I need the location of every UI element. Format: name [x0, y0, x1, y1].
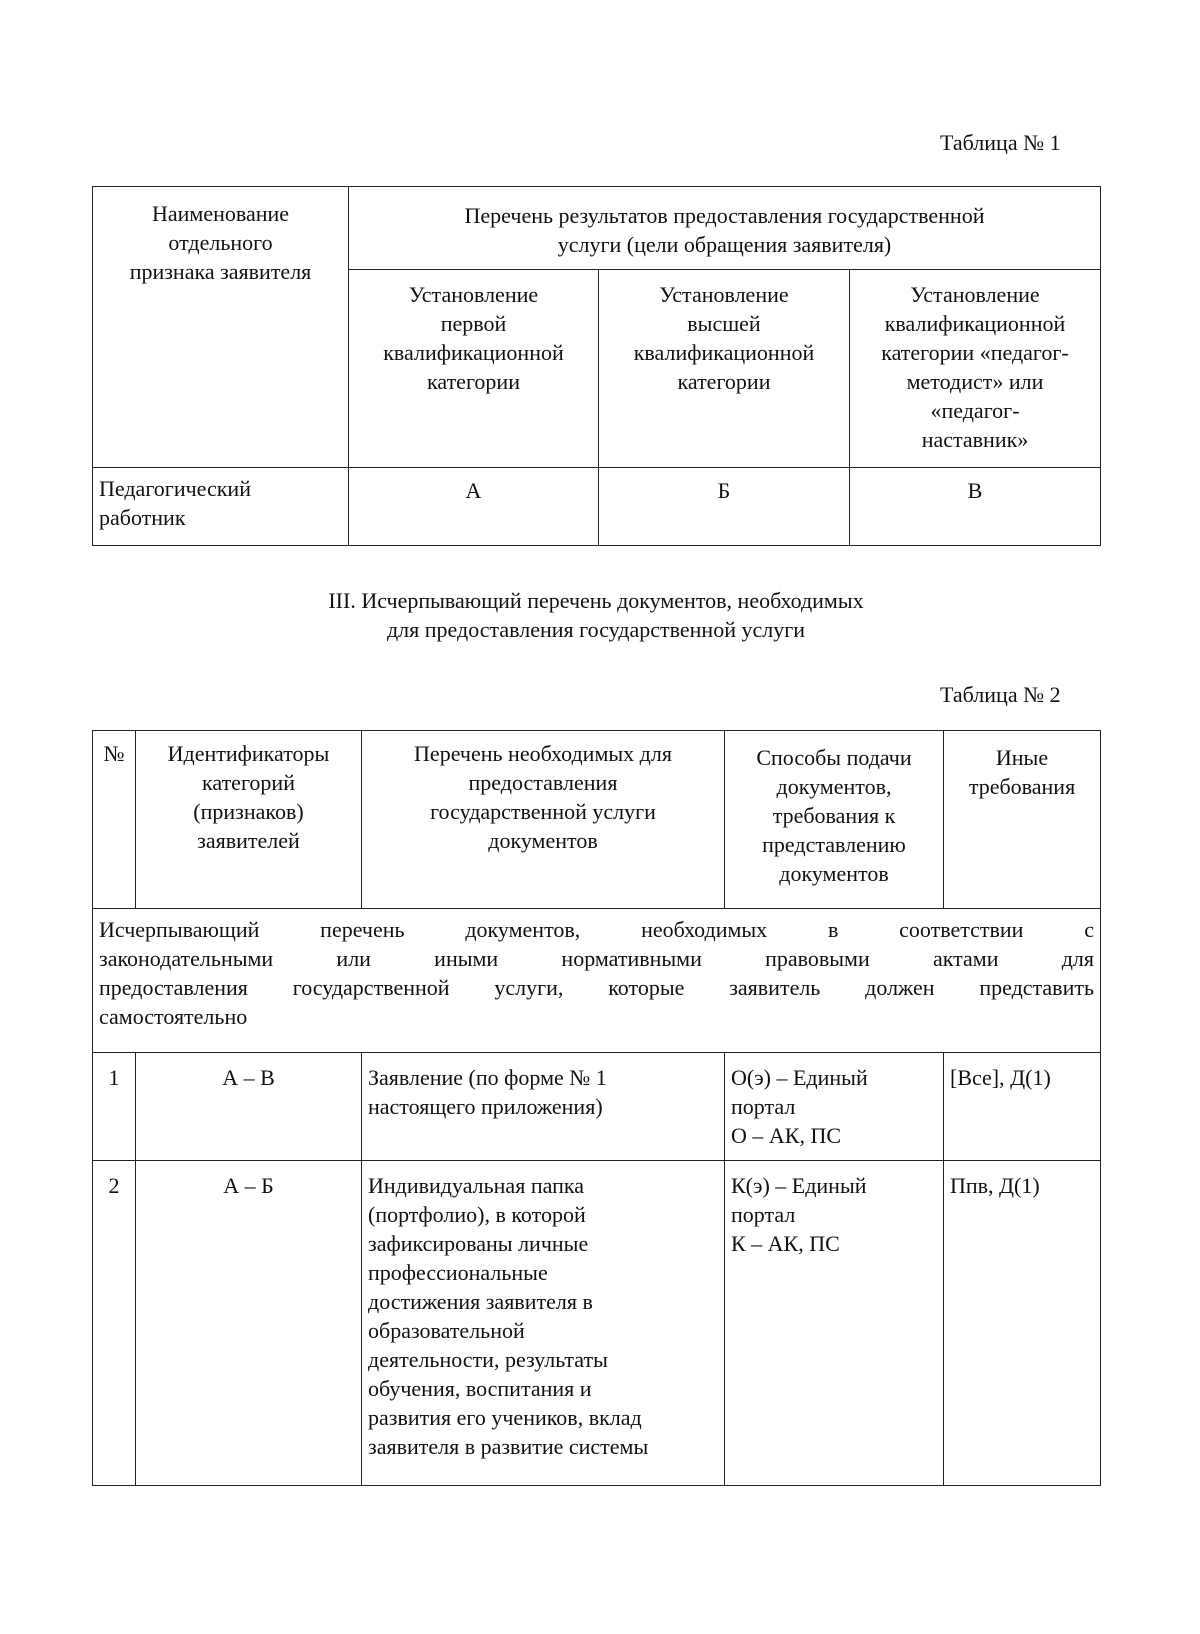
row-other: [Все], Д(1) — [944, 1053, 1101, 1161]
table2-caption: Таблица № 2 — [940, 682, 1061, 707]
table2-header-docs: Перечень необходимых для предоставления государственной услуги документов — [362, 731, 725, 909]
table1-col1-header: Наименование отдельного признака заявителя — [93, 187, 349, 468]
table1-value-b: Б — [599, 468, 850, 546]
table2-header-ids: Идентификаторы категорий (признаков) заявителей — [136, 731, 362, 909]
row-ids: А – В — [136, 1053, 362, 1161]
row-other: Ппв, Д(1) — [944, 1161, 1101, 1486]
row-num: 1 — [93, 1053, 136, 1161]
row-methods: О(э) – Единый портал О – АК, ПС — [725, 1053, 944, 1161]
table1-value-a: А — [349, 468, 599, 546]
table1 — [92, 186, 1101, 546]
row-ids: А – Б — [136, 1161, 362, 1486]
row-document: Заявление (по форме № 1 настоящего приложения) — [362, 1053, 725, 1161]
table1-subheader-highest: Установление высшей квалификационной категории — [599, 270, 850, 468]
table1-caption: Таблица № 1 — [940, 130, 1061, 155]
section-heading — [92, 586, 1100, 644]
table2 — [92, 730, 1101, 1486]
row-num: 2 — [93, 1161, 136, 1486]
section-heading-line1: III. Исчерпывающий перечень документов, необходимых — [328, 588, 864, 613]
table1-group-header: Перечень результатов предоставления государственной услуги (цели обращения заявителя) — [349, 187, 1101, 270]
table1-subheader-methodist: Установление квалификационной категории «педагог- методист» или «педагог- наставник» — [850, 270, 1101, 468]
row-methods: К(э) – Единый портал К – АК, ПС — [725, 1161, 944, 1486]
table2-header-methods: Способы подачи документов, требования к представлению документов — [725, 731, 944, 909]
section-heading-line2: для предоставления государственной услуги — [386, 617, 806, 642]
table2-header-num: № — [93, 731, 136, 909]
table1-row-label: Педагогический работник — [93, 468, 349, 546]
row-document: Индивидуальная папка (портфолио), в которой зафиксированы личные профессиональные достижения заявителя в образовательной деятельности, результаты обучения, воспитания и развития его учеников, вклад заявителя в развитие системы — [362, 1161, 725, 1486]
table-row — [93, 1053, 1101, 1161]
table2-span-row: Исчерпывающий перечень документов, необходимых в соответствии с законодательными или иными нормативными правовыми актами для предоставления государственной услуги, которые заявитель должен представить самостоятельно — [93, 909, 1101, 1053]
table1-subheader-first: Установление первой квалификационной категории — [349, 270, 599, 468]
table2-header-other: Иные требования — [944, 731, 1101, 909]
table1-value-c: В — [850, 468, 1101, 546]
table-row — [93, 1161, 1101, 1486]
